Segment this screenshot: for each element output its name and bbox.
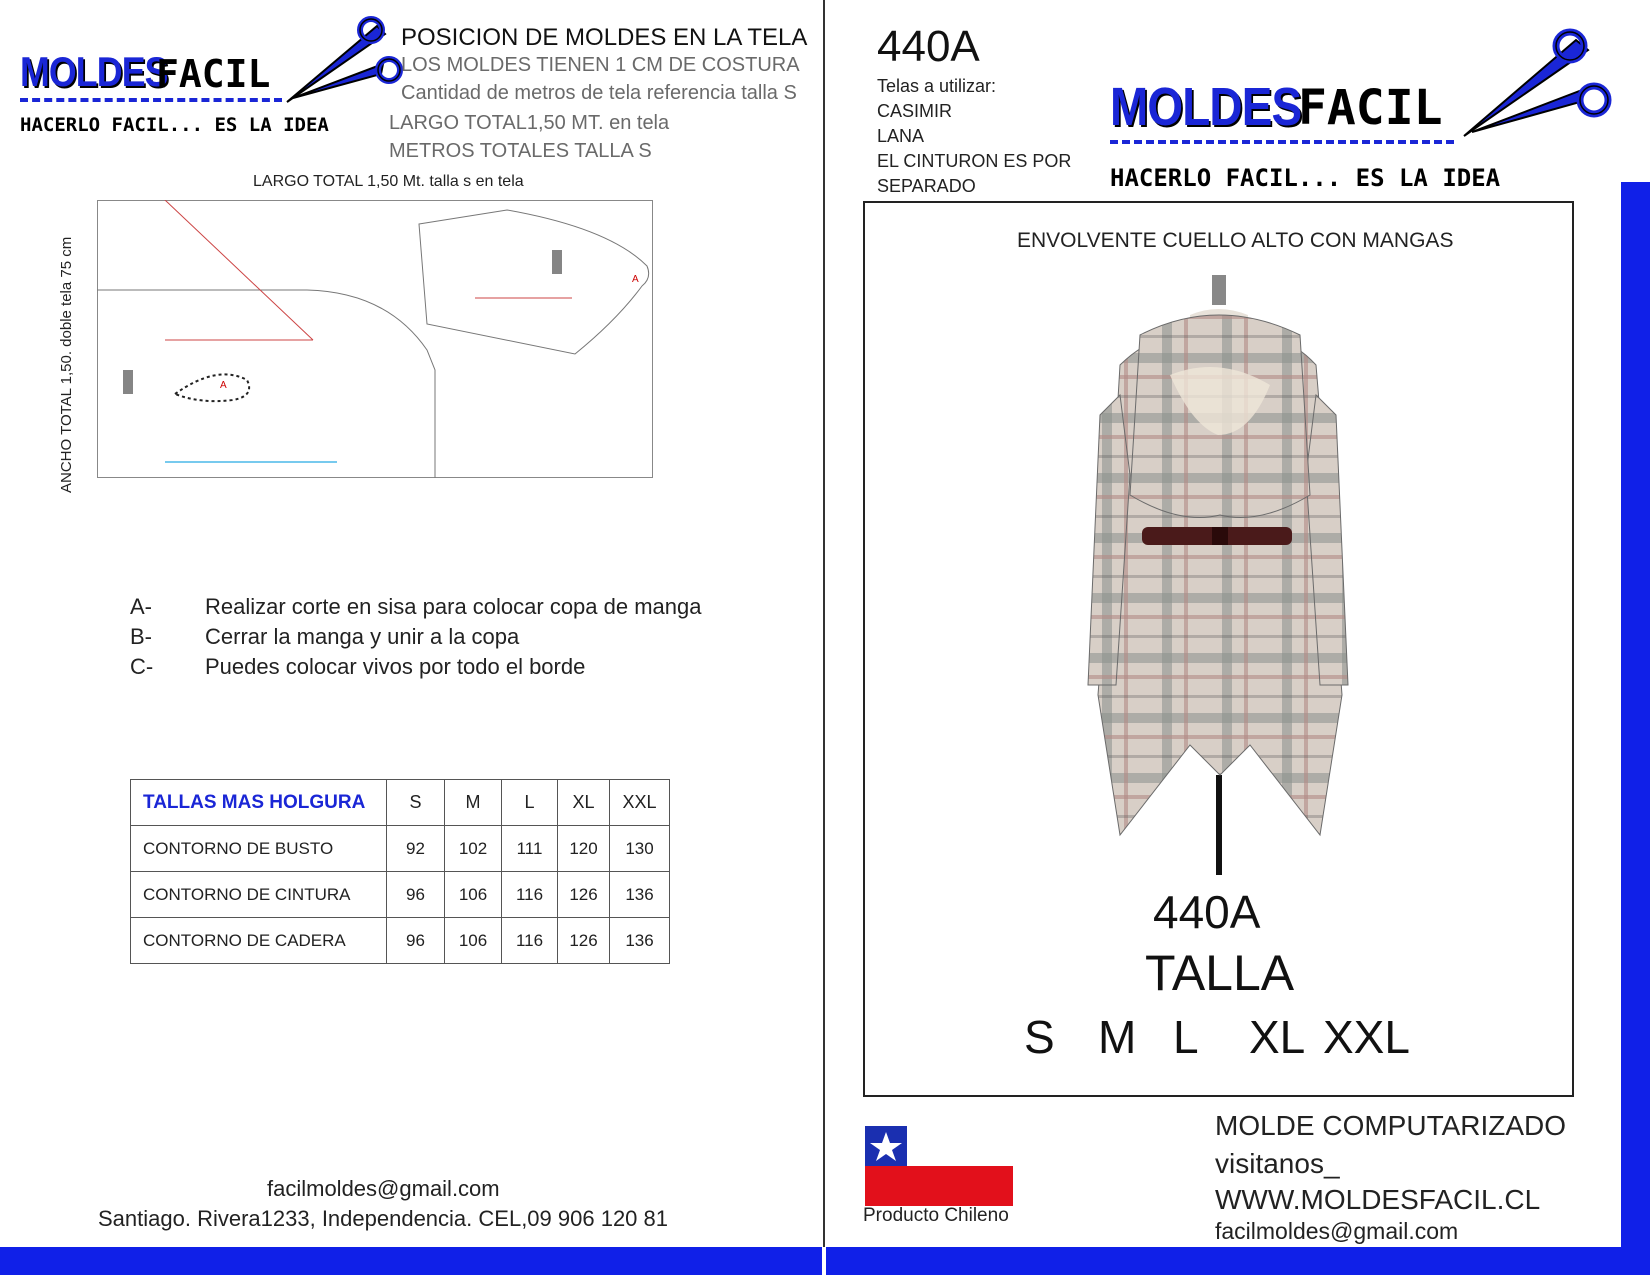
- layout-side-label: ANCHO TOTAL 1,50. doble tela 75 cm: [58, 236, 75, 493]
- product-title: ENVOLVENTE CUELLO ALTO CON MANGAS: [1017, 229, 1454, 252]
- table-cell: 120: [558, 826, 610, 872]
- table-row: [131, 918, 670, 964]
- sleeve-letter-a: A: [632, 274, 639, 285]
- table-cell: 96: [387, 918, 445, 964]
- size-header: M: [445, 780, 502, 826]
- fabric-item: SEPARADO: [877, 176, 976, 196]
- left-footer-address: Santiago. Rivera1233, Independencia. CEL,09 906 120 81: [98, 1206, 668, 1231]
- fabric-item: LANA: [877, 126, 925, 146]
- size-table-title: TALLAS MAS HOLGURA: [131, 780, 387, 826]
- mannequin-image: [1080, 275, 1350, 875]
- fabric-item: EL CINTURON ES POR: [877, 151, 1072, 171]
- fabric-item: CASIMIR: [877, 101, 953, 121]
- layout-top-label: LARGO TOTAL 1,50 Mt. talla s en tela: [253, 173, 524, 190]
- talla-label: TALLA: [1145, 945, 1295, 1001]
- table-cell: 102: [445, 826, 502, 872]
- table-cell: 136: [610, 918, 670, 964]
- logo-moldes-text: MOLDES: [1110, 77, 1302, 137]
- size-option: S: [1024, 1011, 1055, 1063]
- instruction-letter: B-: [130, 624, 152, 649]
- logo-dashes: [1110, 140, 1454, 144]
- size-table: [130, 779, 670, 964]
- piece-letter-a: A: [220, 380, 227, 391]
- size-header: XL: [558, 780, 610, 826]
- table-cell: 116: [502, 872, 558, 918]
- table-cell: 130: [610, 826, 670, 872]
- size-option: XXL: [1323, 1011, 1410, 1063]
- size-header: S: [387, 780, 445, 826]
- fabric-reference-note: Cantidad de metros de tela referencia talla S: [401, 82, 797, 104]
- table-cell: 106: [445, 918, 502, 964]
- logo-moldes-text: MOLDES: [20, 48, 168, 95]
- logo-tagline: HACERLO FACIL... ES LA IDEA: [20, 114, 329, 136]
- seam-allowance-note: LOS MOLDES TIENEN 1 CM DE COSTURA: [401, 54, 800, 76]
- product-code: 440A: [877, 22, 980, 71]
- row-label: CONTORNO DE CINTURA: [131, 872, 387, 918]
- logo-dashes: [20, 98, 282, 102]
- table-cell: 92: [387, 826, 445, 872]
- page-divider: [823, 0, 825, 1275]
- left-footer-email: facilmoldes@gmail.com: [267, 1176, 500, 1201]
- table-cell: 96: [387, 872, 445, 918]
- left-title: POSICION DE MOLDES EN LA TELA: [401, 24, 808, 51]
- fabrics-title: Telas a utilizar:: [877, 76, 997, 96]
- flag-caption: Producto Chileno: [863, 1205, 1009, 1226]
- size-header: XXL: [610, 780, 670, 826]
- size-option: L: [1173, 1011, 1199, 1063]
- footer-line-molde: MOLDE COMPUTARIZADO: [1215, 1110, 1567, 1141]
- table-row: [131, 826, 670, 872]
- table-row: [131, 872, 670, 918]
- table-cell: 106: [445, 872, 502, 918]
- chile-flag-icon: [865, 1126, 1013, 1206]
- total-meters-note: METROS TOTALES TALLA S: [389, 140, 652, 162]
- product-code-large: 440A: [1153, 886, 1261, 938]
- table-cell: 126: [558, 918, 610, 964]
- scissors-icon: [285, 14, 405, 106]
- size-table-header-row: [131, 780, 670, 826]
- size-option: M: [1098, 1011, 1137, 1063]
- bottom-bar-gap: [822, 1247, 826, 1275]
- right-logo: [1110, 76, 1501, 194]
- total-length-note: LARGO TOTAL1,50 MT. en tela: [389, 112, 670, 134]
- size-option: XL: [1249, 1011, 1306, 1063]
- logo-facil-text: FACIL: [156, 52, 271, 96]
- table-cell: 116: [502, 918, 558, 964]
- table-cell: 111: [502, 826, 558, 872]
- row-label: CONTORNO DE CADERA: [131, 918, 387, 964]
- scissors-icon: [1462, 24, 1612, 144]
- instruction-text: Puedes colocar vivos por todo el borde: [205, 654, 586, 679]
- pattern-pieces: [97, 200, 653, 478]
- instruction-letter: A-: [130, 594, 152, 619]
- email-link[interactable]: facilmoldes@gmail.com: [1215, 1218, 1459, 1244]
- right-edge-bar: [1621, 182, 1650, 1275]
- row-label: CONTORNO DE BUSTO: [131, 826, 387, 872]
- size-header: L: [502, 780, 558, 826]
- table-cell: 126: [558, 872, 610, 918]
- footer-line-visitanos: visitanos_: [1215, 1148, 1340, 1179]
- instruction-letter: C-: [130, 654, 154, 679]
- instruction-text: Realizar corte en sisa para colocar copa de manga: [205, 594, 702, 619]
- logo-tagline: HACERLO FACIL... ES LA IDEA: [1110, 164, 1501, 192]
- table-cell: 136: [610, 872, 670, 918]
- website-link[interactable]: WWW.MOLDESFACIL.CL: [1215, 1184, 1541, 1215]
- instruction-text: Cerrar la manga y unir a la copa: [205, 624, 520, 649]
- logo-facil-text: FACIL: [1298, 80, 1443, 136]
